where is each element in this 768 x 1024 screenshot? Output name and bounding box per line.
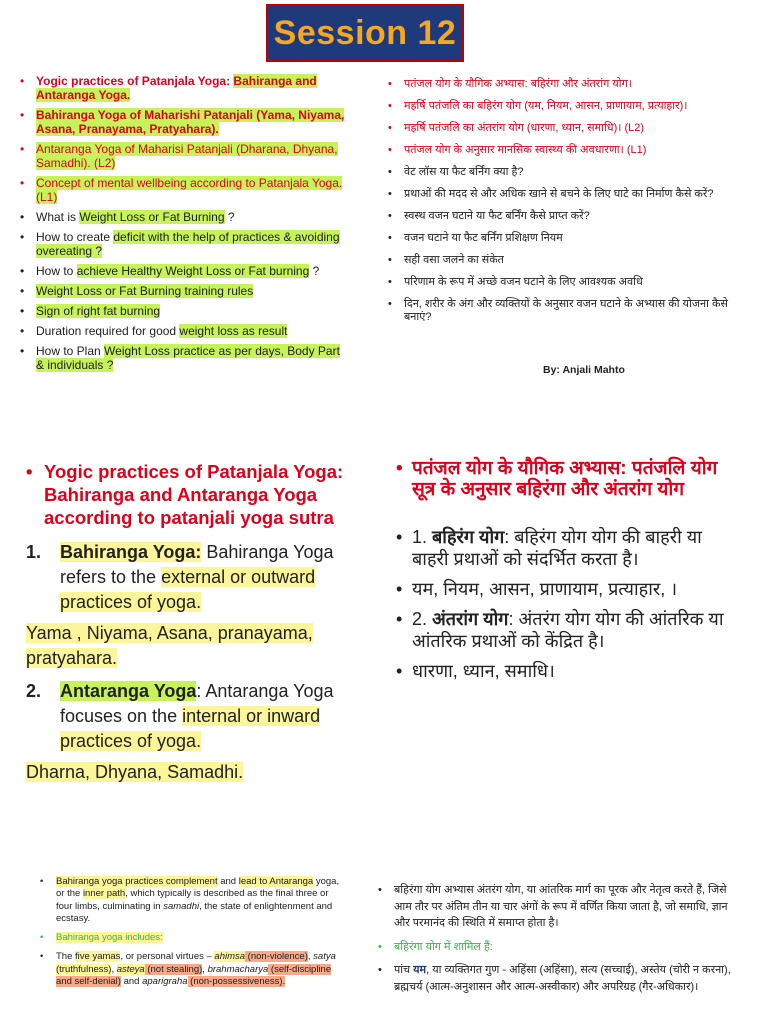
byline: By: Anjali Mahto [543,364,625,376]
topic-item: • Yogic practices of Patanjala Yoga: Bahiranga and Antaranga Yoga. [20,74,350,102]
hindi-topic-item: • पतंजल योग के यौगिक अभ्यास: बहिरंगा और अंतरांग योग। [388,78,733,91]
section2-heading: • Yogic practices of Patanjala Yoga: Bahiranga and Antaranga Yoga according to patanjali yoga sutra [26,460,366,529]
hindi-topic-item: • दिन, शरीर के अंग और व्यक्तियों के अनुसार वजन घटाने के अभ्यास की योजना कैसे बनाएं? [388,298,733,324]
hindi-topic-item: • पतंजल योग के अनुसार मानसिक स्वास्थ्य की अवधारणा। (L1) [388,144,733,157]
section2-hindi-heading: • पतंजल योग के यौगिक अभ्यास: पतंजलि योग सूत्र के अनुसार बहिरंगा और अंतरांग योग [396,458,741,500]
antaranga-item: 2. Antaranga Yoga: Antaranga Yoga focuses on the internal or inward practices of yoga. [26,681,334,751]
hindi-topic-item: • प्रथाओं की मदद से और अधिक खाने से बचने के लिए घाटे का निर्माण कैसे करें? [388,188,733,201]
topic-item: • Weight Loss or Fat Burning training rules [20,284,350,298]
hindi-topic-list [388,78,733,333]
includes-heading: • Bahiranga yoga includes: [40,932,340,944]
topic-item: • Duration required for good weight loss as result [20,324,350,338]
hindi-topic-item: • स्वस्थ वजन घटाने या फैट बर्निंग कैसे प्राप्त करें? [388,210,733,223]
bahiranga-item: 1. Bahiranga Yoga: Bahiranga Yoga refers to the external or outward practices of yoga. [26,542,334,612]
hindi-includes-heading: • बहिरंगा योग में शामिल हैं: [378,939,740,956]
topic-item: • How to create deficit with the help of practices & avoiding overeating ? [20,230,350,258]
hindi-topic-item: • महर्षि पतंजलि का बहिरंग योग (यम, नियम, आसन, प्राणायाम, प्रत्याहार)। [388,100,733,113]
topic-item: • How to Plan Weight Loss practice as per days, Body Part & individuals ? [20,344,350,372]
english-topic-list [20,74,350,378]
section3-hindi [378,882,740,1002]
hindi-bahiranga-limbs: • यम, नियम, आसन, प्राणायाम, प्रत्याहार, । [396,578,741,600]
hindi-antaranga-limbs: • धारणा, ध्यान, समाधि। [396,660,741,682]
topic-item: • Bahiranga Yoga of Maharishi Patanjali (Yama, Niyama, Asana, Pranayama, Pratyahara). [20,108,350,136]
topic-item: • How to achieve Healthy Weight Loss or Fat burning ? [20,264,350,278]
topic-item: • Antaranga Yoga of Maharisi Patanjali (Dharana, Dhyana, Samadhi). (L2) [20,142,350,170]
hindi-antaranga: • 2. अंतरांग योग: अंतरंग योग योग की आंतरिक या आंतरिक प्रथाओं को केंद्रित है। [396,608,741,652]
session-title: Session 12 [273,13,457,52]
section3-english [40,876,340,995]
bahiranga-paragraph: • Bahiranga yoga practices complement and lead to Antaranga yoga, or the inner path, which typically is described as the final three or four limbs, culminating in samadhi, the state of enlightenment and ecstasy. [40,876,340,925]
hindi-topic-item: • वेट लॉस या फैट बर्निंग क्या है? [388,166,733,179]
topic-item: • Concept of mental wellbeing according to Patanjala Yoga. (L1) [20,176,350,204]
hindi-topic-item: • वजन घटाने या फैट बर्निंग प्रशिक्षण नियम [388,232,733,245]
section2-hindi-body [396,526,741,690]
hindi-yamas-paragraph: • पांच यम, या व्यक्तिगत गुण - अहिंसा (अहिंसा), सत्य (सच्चाई), अस्तेय (चोरी न करना), ब्रह्मचर्य (आत्म-अनुशासन और आत्म-अस्वीकार) और अपरिग्रह (गैर-अधिकार)। [378,962,740,995]
hindi-topic-item: • महर्षि पतंजलि का अंतरांग योग (धारणा, ध्यान, समाधि)। (L2) [388,122,733,135]
topic-item: • What is Weight Loss or Fat Burning ? [20,210,350,224]
hindi-bahiranga: • 1. बहिरंग योग: बहिरंग योग योग की बाहरी या बाहरी प्रथाओं को संदर्भित करता है। [396,526,741,570]
bahiranga-limbs: Yama , Niyama, Asana, pranayama, pratyahara. [26,623,313,668]
session-title-box [266,4,464,62]
hindi-topic-item: • सही वसा जलने का संकेत [388,254,733,267]
topic-item: • Sign of right fat burning [20,304,350,318]
hindi-bahiranga-paragraph: • बहिरंगा योग अभ्यास अंतरंग योग, या आंतरिक मार्ग का पूरक और नेतृत्व करते हैं, जिसे आम तौर पर अंतिम तीन या चार अंगों के रूप में वर्णित किया जाता है, जो समाधि, ज्ञान और परमानंद की स्थिति में समाप्त होता है। [378,882,740,932]
hindi-topic-item: • परिणाम के रूप में अच्छे वजन घटाने के लिए आवश्यक अवधि [388,276,733,289]
antaranga-limbs: Dharna, Dhyana, Samadhi. [26,762,244,782]
section2-english-body [26,540,376,785]
yamas-paragraph: • The five yamas, or personal virtues – ahimsa (non-violence), satya (truthfulness), asteya (not stealing), brahmacharya (self-discipline and self-denial) and aparigraha (non-possessiveness). [40,951,340,988]
